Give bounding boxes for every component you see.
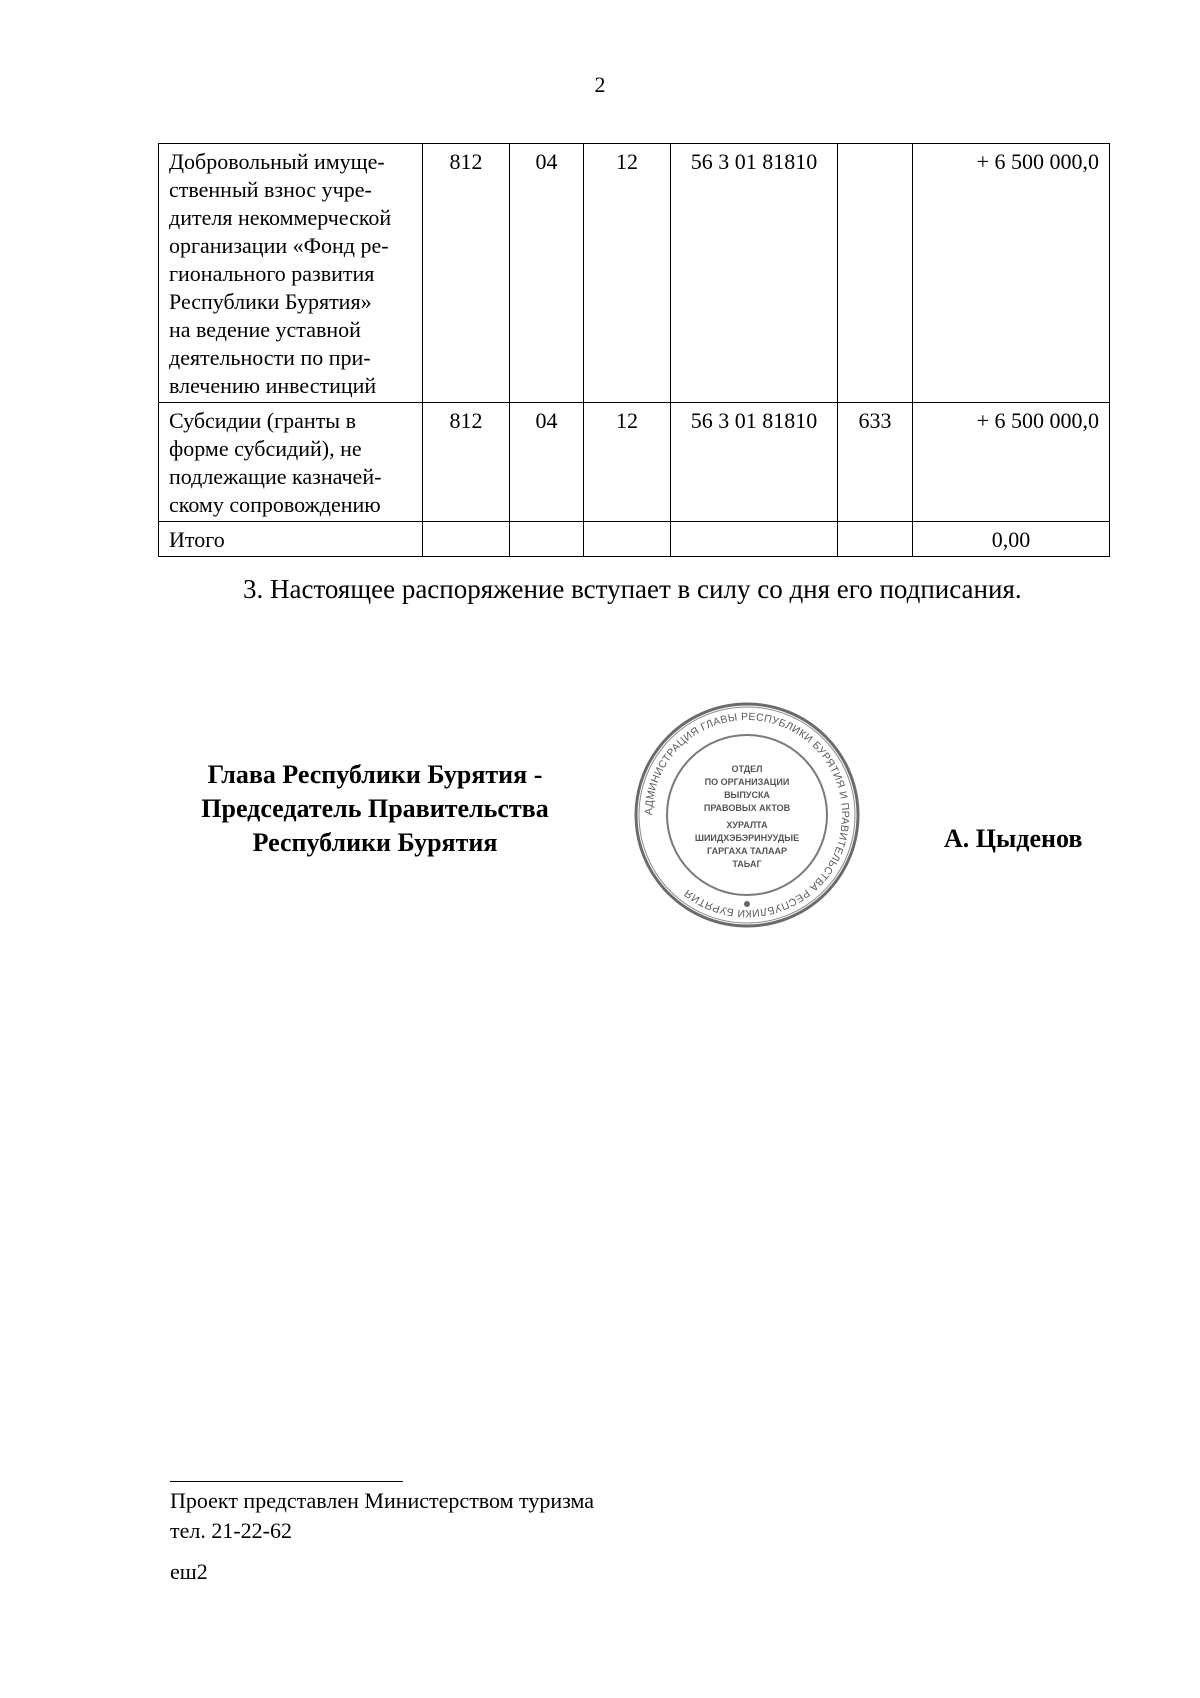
svg-text:АДМИНИСТРАЦИЯ ГЛАВЫ РЕСПУБЛИКИ	[643, 711, 851, 919]
seal-inner-line: ШИИДХЭБЭРИНУУДЫЕ	[694, 833, 800, 843]
section-code: 04	[510, 403, 584, 522]
total-amount: 0,00	[913, 522, 1110, 557]
section-code: 04	[510, 144, 584, 403]
signatory-title	[150, 758, 600, 860]
empty-cell	[671, 522, 838, 557]
subsection-code: 12	[584, 144, 671, 403]
row-name-line: Субсидии (гранты в	[169, 408, 356, 433]
signatory-title-line: Республики Бурятия	[252, 828, 498, 857]
official-seal	[632, 700, 862, 930]
total-label: Итого	[159, 522, 423, 557]
expense-type-code: 633	[838, 403, 913, 522]
seal-inner-line: ВЫПУСКА	[724, 790, 770, 800]
row-name-line: деятельности по при-	[169, 345, 371, 370]
row-name-line: подлежащие казначей-	[169, 464, 382, 489]
seal-inner-line: ПО ОРГАНИЗАЦИИ	[704, 777, 790, 787]
executor-code: еш2	[170, 1559, 208, 1584]
seal-inner-line: ХУРАЛТА	[726, 820, 768, 830]
ministry-code: 812	[423, 403, 510, 522]
row-name	[159, 144, 423, 403]
seal-inner-line: ГАРГАХА ТАЛААР	[707, 846, 787, 856]
amount: + 6 500 000,0	[913, 403, 1110, 522]
target-item-code: 56 3 01 81810	[671, 403, 838, 522]
clause-3: 3. Настоящее распоряжение вступает в силу со дня его подписания.	[243, 574, 1022, 604]
expense-type-code	[838, 144, 913, 403]
row-name-line: ственный взнос учре-	[169, 177, 372, 202]
signatory-title-line: Глава Республики Бурятия -	[207, 760, 543, 789]
row-name-line: форме субсидий), не	[169, 436, 362, 461]
signatory-title-line: Председатель Правительства	[201, 794, 549, 823]
seal-inner-line: ПРАВОВЫХ АКТОВ	[703, 803, 791, 813]
seal-inner-line: ТАЬАГ	[732, 859, 762, 869]
row-name-line: скому сопровождению	[169, 492, 381, 517]
table-row	[159, 403, 1110, 522]
table-row	[159, 144, 1110, 403]
footnote-separator	[170, 1481, 403, 1482]
page-number: 2	[594, 72, 606, 97]
row-name	[159, 403, 423, 522]
row-name-line: на ведение уставной	[169, 317, 361, 342]
empty-cell	[423, 522, 510, 557]
empty-cell	[584, 522, 671, 557]
row-name-line: дителя некоммерческой	[169, 205, 392, 230]
signatory-name: А. Цыденов	[944, 824, 1083, 853]
footnote-line: Проект представлен Министерством туризма	[170, 1488, 595, 1513]
subsection-code: 12	[584, 403, 671, 522]
amount: + 6 500 000,0	[913, 144, 1110, 403]
empty-cell	[510, 522, 584, 557]
row-name-line: влечению инвестиций	[169, 373, 377, 398]
row-name-line: организации «Фонд ре-	[169, 233, 389, 258]
footnote-line: тел. 21-22-62	[170, 1518, 293, 1543]
budget-table	[158, 143, 1110, 557]
row-name-line: Добровольный имуще-	[169, 149, 385, 174]
total-row	[159, 522, 1110, 557]
row-name-line: гионального развития	[169, 261, 375, 286]
target-item-code: 56 3 01 81810	[671, 144, 838, 403]
seal-inner-line: ОТДЕЛ	[731, 764, 763, 774]
footnote	[170, 1486, 594, 1546]
seal-outer-text: АДМИНИСТРАЦИЯ ГЛАВЫ РЕСПУБЛИКИ БУРЯТИЯ И ПРАВИТЕЛЬСТВА РЕСПУБЛИКИ БУРЯТИЯ	[642, 710, 852, 920]
row-name-line: Республики Бурятия»	[169, 289, 372, 314]
empty-cell	[838, 522, 913, 557]
ministry-code: 812	[423, 144, 510, 403]
